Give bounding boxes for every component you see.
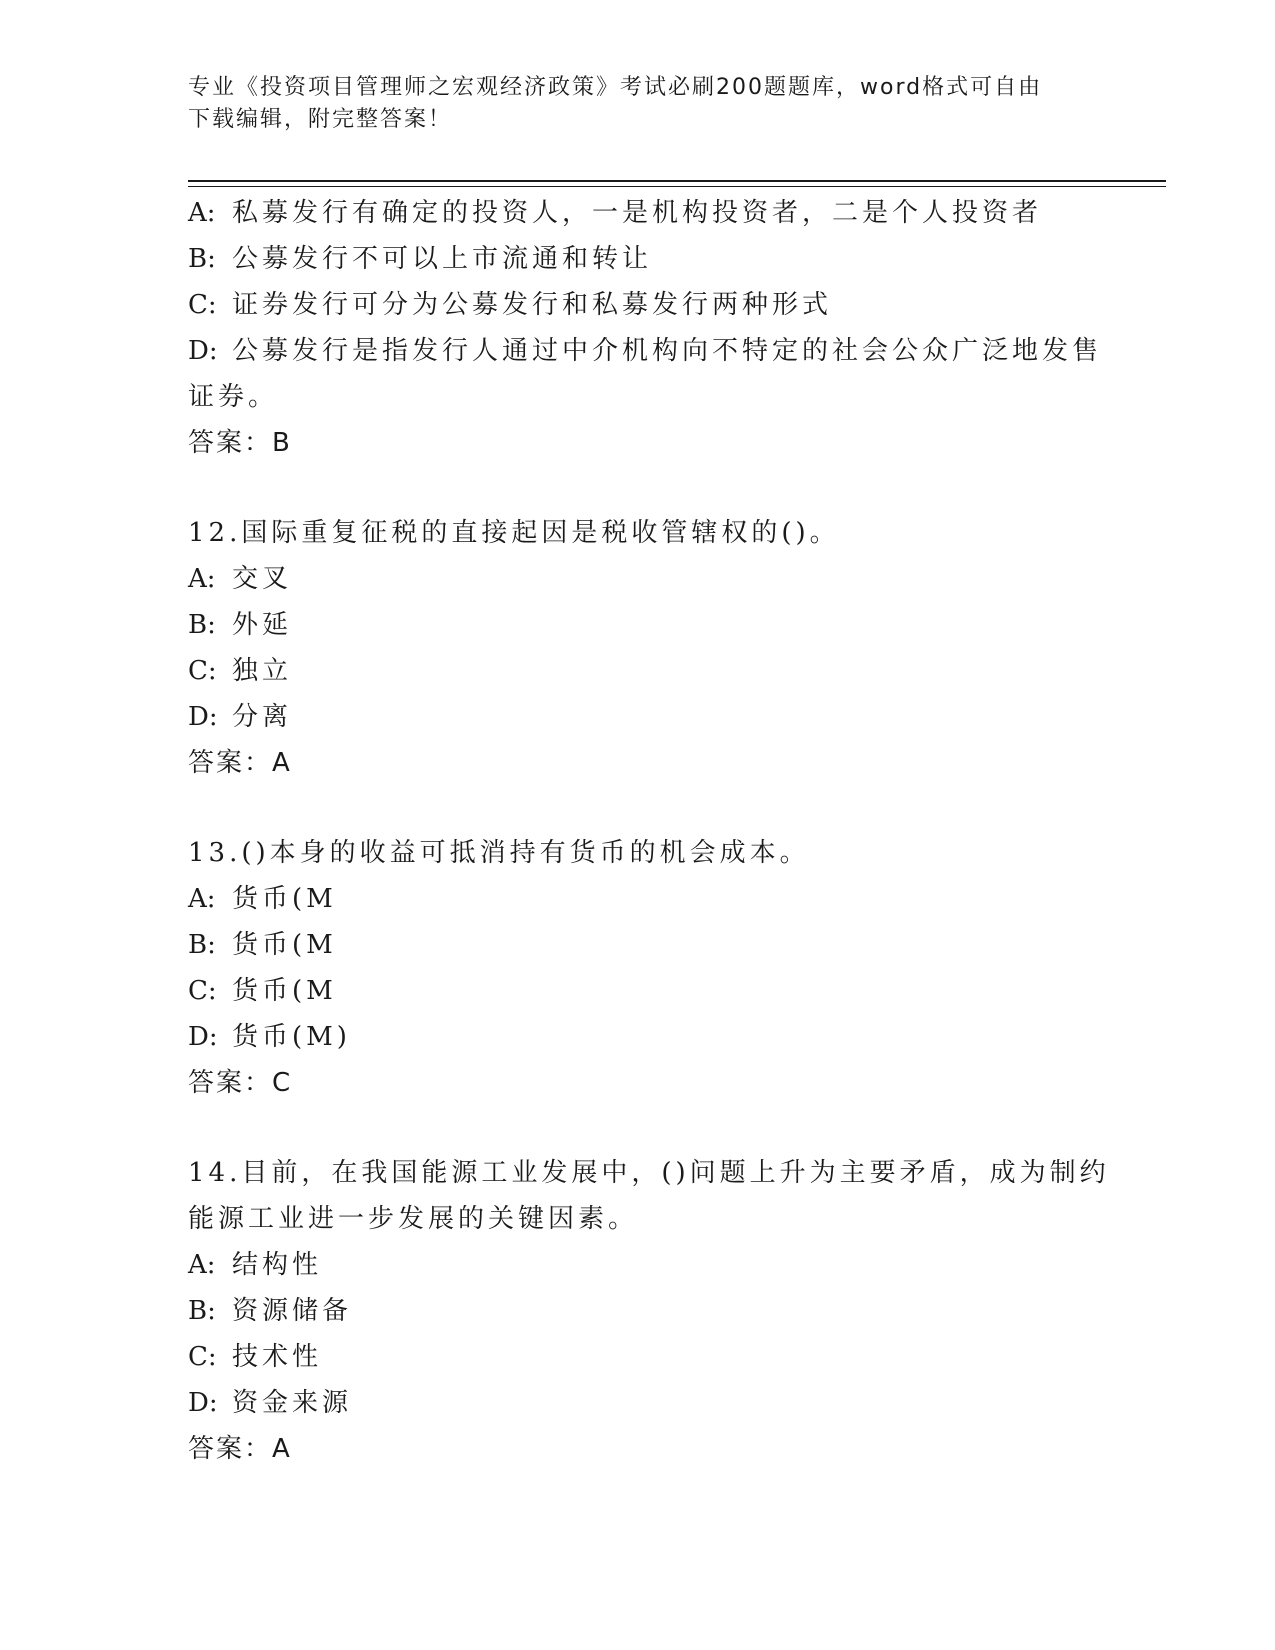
question-13 [188,830,1068,1106]
option-d: D: 分离 [188,702,293,732]
option-d: D: 资金来源 [188,1388,353,1418]
option-c: C: 独立 [188,656,293,686]
option-b: B: 外延 [188,610,293,640]
option-d: D: 公募发行是指发行人通过中介机构向不特定的社会公众广泛地发售 [188,336,1103,366]
header-divider-thin [188,186,1166,187]
option-a: A: 交叉 [188,564,293,594]
header-line-1: 专业《投资项目管理师之宏观经济政策》考试必刷200题题库，word格式可自由 [188,75,1043,100]
header-line-2: 下载编辑，附完整答案！ [188,107,453,132]
question-stem: 12.国际重复征税的直接起因是税收管辖权的()。 [188,518,840,548]
option-c: C: 货币(M [188,976,337,1006]
answer: 答案：C [188,1068,293,1098]
answer: 答案：B [188,428,292,458]
question-list [188,190,1110,1472]
option-c: C: 证券发行可分为公募发行和私募发行两种形式 [188,290,833,320]
header-divider-thick [188,180,1166,182]
option-c: C: 技术性 [188,1342,323,1372]
question-stem-line-1: 14.目前，在我国能源工业发展中，()问题上升为主要矛盾，成为制约 [188,1158,1110,1188]
question-stem-line-2: 能源工业进一步发展的关键因素。 [188,1204,639,1234]
option-a: A: 结构性 [188,1250,323,1280]
question-stem: 13.()本身的收益可抵消持有货币的机会成本。 [188,838,810,868]
answer: 答案：A [188,1434,292,1464]
option-b: B: 公募发行不可以上市流通和转让 [188,244,653,274]
option-a: A: 货币(M [188,884,337,914]
option-d-continuation: 证券。 [188,382,279,412]
option-b: B: 货币(M [188,930,337,960]
answer: 答案：A [188,748,292,778]
document-header [188,72,1088,136]
question-14 [188,1150,1110,1472]
option-b: B: 资源储备 [188,1296,353,1326]
option-a: A: 私募发行有确定的投资人，一是机构投资者，二是个人投资者 [188,198,1043,228]
question-11 [188,190,1103,466]
option-d: D: 货币(M) [188,1022,351,1052]
question-12 [188,510,1068,786]
